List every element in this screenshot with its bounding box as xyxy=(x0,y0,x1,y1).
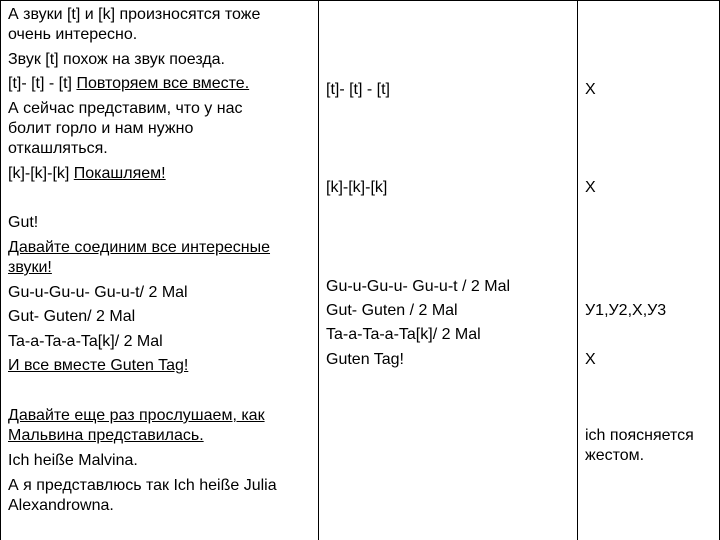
col1-p4-line1: А сейчас представим, что у нас xyxy=(8,100,243,117)
col1-p3-link: Повторяем все вместе. xyxy=(76,75,250,92)
col3-r4: Х xyxy=(585,351,596,368)
col1-p5-plain: [k]-[k]-[k] xyxy=(8,165,74,182)
col3-r5-line1: ich поясняется xyxy=(585,427,694,444)
col1-p12-line1: Давайте еще раз прослушаем, как xyxy=(8,407,265,424)
col1-p2: Звук [t] похож на звук поезда. xyxy=(8,51,225,68)
col1-p4-line3: откашляться. xyxy=(8,140,108,157)
col2-r6: Guten Tag! xyxy=(326,351,404,368)
col1-p3-plain: [t]- [t] - [t] xyxy=(8,75,77,92)
col1-p5-link: Покашляем! xyxy=(73,165,166,182)
col1-p4-line2: болит горло и нам нужно xyxy=(8,120,194,137)
col1-p14-line1: А я представлюсь так Ich heiße Julia xyxy=(8,477,277,494)
col2-r4: Gut- Guten / 2 Mal xyxy=(326,302,458,319)
col3-r5-line2: жестом. xyxy=(585,447,645,464)
col2-r5: Ta-a-Ta-a-Ta[k]/ 2 Mal xyxy=(326,326,481,343)
col1-p5 xyxy=(8,164,314,184)
col2-r2: [k]-[k]-[k] xyxy=(326,179,388,196)
col1-p1-line2: очень интересно. xyxy=(8,26,138,43)
col3-r3: У1,У2,Х,У3 xyxy=(585,302,667,319)
col3-r2: X xyxy=(585,179,596,196)
col1-p1-line1: А звуки [t] и [k] произносятся тоже xyxy=(8,6,261,23)
student-response-column xyxy=(319,1,578,540)
col1-p7-line1: Давайте соединим все интересные xyxy=(8,239,271,256)
col1-p12-line2: Мальвина представилась. xyxy=(8,427,204,444)
col1-p10: Ta-a-Ta-a-Ta[k]/ 2 Mal xyxy=(8,333,163,350)
col1-p7-line2: звуки! xyxy=(8,259,52,276)
col1-p14-line2: Alexandrowna. xyxy=(8,497,114,514)
col1-p8: Gu-u-Gu-u- Gu-u-t/ 2 Mal xyxy=(8,284,188,301)
col3-r1: X xyxy=(585,81,596,98)
teacher-speech-column xyxy=(1,1,319,540)
col1-p6: Gut! xyxy=(8,214,39,231)
col1-p13: Ich heiße Malvina. xyxy=(8,452,138,469)
work-form-column xyxy=(578,1,720,540)
col1-p11: И все вместе Guten Tag! xyxy=(8,357,189,374)
col1-p9: Gut- Guten/ 2 Mal xyxy=(8,308,136,325)
col2-r3: Gu-u-Gu-u- Gu-u-t / 2 Mal xyxy=(326,278,511,295)
col2-r1: [t]- [t] - [t] xyxy=(326,81,390,98)
col1-p3 xyxy=(8,74,314,94)
